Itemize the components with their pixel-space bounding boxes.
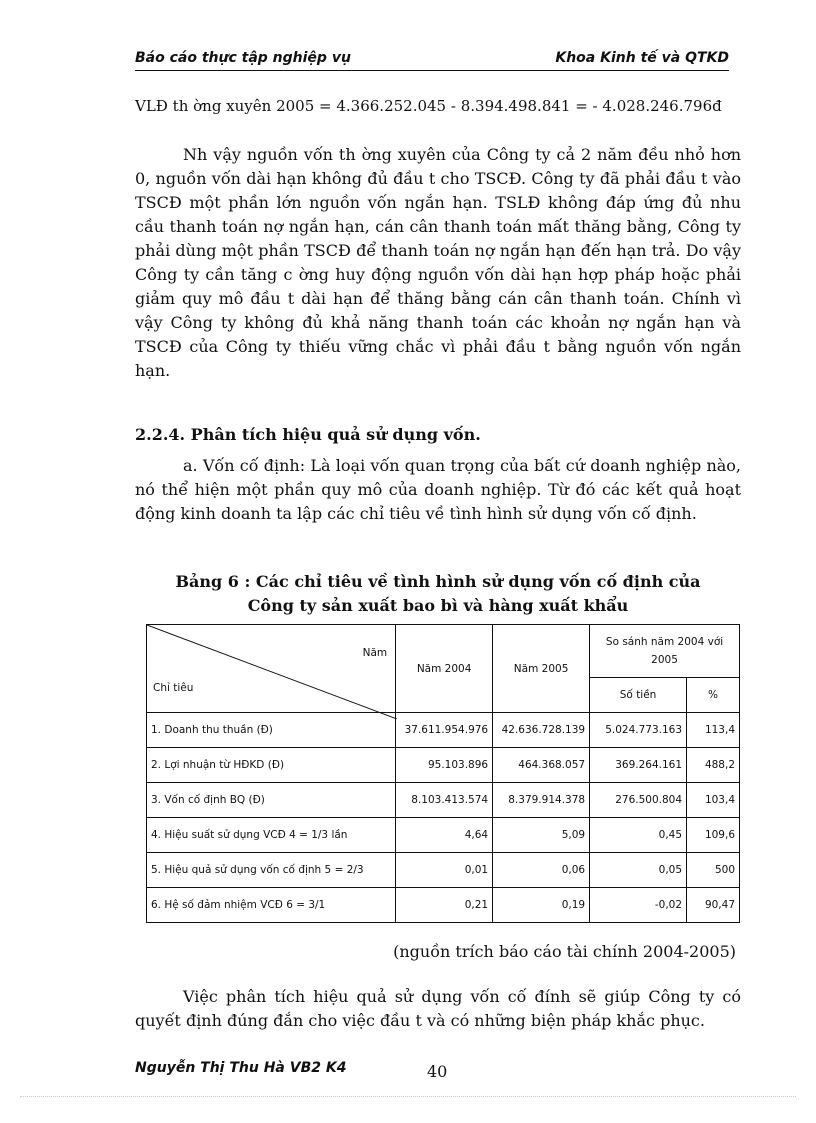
header-report-title: Báo cáo thực tập nghiệp vụ <box>135 50 351 66</box>
table-caption-line2: Công ty sản xuất bao bì và hàng xuất khẩu <box>247 596 629 615</box>
footer-author: Nguyễn Thị Thu Hà VB2 K4 <box>135 1060 347 1076</box>
cell-percent: 113,4 <box>687 713 740 748</box>
page-header <box>135 48 729 71</box>
cell-percent: 103,4 <box>687 783 740 818</box>
cell-2005: 464.368.057 <box>493 748 590 783</box>
cell-percent: 488,2 <box>687 748 740 783</box>
cell-2004: 95.103.896 <box>396 748 493 783</box>
cell-2004: 4,64 <box>396 818 493 853</box>
col-header-compare: So sánh năm 2004 với 2005 <box>590 625 740 678</box>
table-header-row <box>147 625 740 678</box>
cell-percent: 109,6 <box>687 818 740 853</box>
table-row <box>147 888 740 923</box>
row-label: 4. Hiệu suất sử dụng VCĐ 4 = 1/3 lần <box>147 818 396 853</box>
row-label: 5. Hiệu quả sử dụng vốn cố định 5 = 2/3 <box>147 853 396 888</box>
cell-2004: 37.611.954.976 <box>396 713 493 748</box>
cell-2005: 8.379.914.378 <box>493 783 590 818</box>
fixed-capital-table <box>146 624 740 923</box>
row-label: 1. Doanh thu thuần (Đ) <box>147 713 396 748</box>
header-faculty: Khoa Kinh tế và QTKD <box>555 50 729 66</box>
table-row <box>147 748 740 783</box>
row-label: 6. Hệ số đảm nhiệm VCĐ 6 = 3/1 <box>147 888 396 923</box>
cell-amount: 5.024.773.163 <box>590 713 687 748</box>
paragraph-fixed-capital: a. Vốn cố định: Là loại vốn quan trọng của bất cứ doanh nghiệp nào, nó thể hiện một phần quy mô của doanh nghiệp. Từ đó các kết quả hoạt động kinh doanh ta lập các chỉ tiêu về tình hình sử dụng vốn cố định. <box>135 456 741 523</box>
table-row <box>147 853 740 888</box>
cell-2005: 0,19 <box>493 888 590 923</box>
cell-2005: 42.636.728.139 <box>493 713 590 748</box>
cell-2004: 0,01 <box>396 853 493 888</box>
section-heading: 2.2.4. Phân tích hiệu quả sử dụng vốn. <box>135 425 481 444</box>
cell-percent: 500 <box>687 853 740 888</box>
cell-amount: 0,05 <box>590 853 687 888</box>
page-bottom-divider <box>20 1096 796 1097</box>
diag-year-label: Năm <box>362 647 388 659</box>
formula-line: VLĐ th ờng xuyên 2005 = 4.366.252.045 - 8.394.498.841 = - 4.028.246.796đ <box>135 97 722 115</box>
diagonal-header-cell <box>147 625 396 713</box>
table-row <box>147 783 740 818</box>
col-header-percent: % <box>687 678 740 713</box>
cell-amount: 276.500.804 <box>590 783 687 818</box>
paragraph-conclusion: Việc phân tích hiệu quả sử dụng vốn cố đính sẽ giúp Công ty có quyết định đúng đắn cho việc đầu t và có những biện pháp khắc phục. <box>135 987 741 1030</box>
page-number: 40 <box>427 1062 448 1081</box>
diag-indicator-label: Chỉ tiêu <box>153 682 194 694</box>
cell-percent: 90,47 <box>687 888 740 923</box>
row-label: 3. Vốn cố định BQ (Đ) <box>147 783 396 818</box>
cell-2004: 0,21 <box>396 888 493 923</box>
diagonal-line <box>147 625 397 719</box>
cell-amount: -0,02 <box>590 888 687 923</box>
table-source-note: (nguồn trích báo cáo tài chính 2004-2005) <box>393 942 736 961</box>
paragraph-capital-analysis: Nh vậy nguồn vốn th ờng xuyên của Công ty cả 2 năm đều nhỏ hơn 0, nguồn vốn dài hạn không đủ đầu t cho TSCĐ. Công ty đã phải đầu t vào TSCĐ một phần lớn nguồn vốn ngắn hạn. TSLĐ không đáp ứng đủ nhu cầu thanh toán nợ ngắn hạn, cán cân thanh toán mất thăng bằng, Công ty phải dùng một phần TSCĐ để thanh toán nợ ngắn hạn đến hạn trả. Do vậy Công ty cần tăng c ờng huy động nguồn vốn dài hạn hợp pháp hoặc phải giảm quy mô đầu t dài hạn để thăng bằng cán cân thanh toán. Chính vì vậy Công ty không đủ khả năng thanh toán các khoản nợ ngắn hạn và TSCĐ của Công ty thiếu vững chắc vì phải đầu t bằng nguồn vốn ngắn hạn. <box>135 145 741 380</box>
table-row <box>147 818 740 853</box>
cell-2005: 0,06 <box>493 853 590 888</box>
col-header-2005: Năm 2005 <box>493 625 590 713</box>
cell-amount: 0,45 <box>590 818 687 853</box>
table-caption-line1: Bảng 6 : Các chỉ tiêu về tình hình sử dụng vốn cố định của <box>175 572 701 591</box>
cell-2004: 8.103.413.574 <box>396 783 493 818</box>
col-header-amount: Số tiền <box>590 678 687 713</box>
col-header-2004: Năm 2004 <box>396 625 493 713</box>
row-label: 2. Lợi nhuận từ HĐKD (Đ) <box>147 748 396 783</box>
cell-amount: 369.264.161 <box>590 748 687 783</box>
cell-2005: 5,09 <box>493 818 590 853</box>
